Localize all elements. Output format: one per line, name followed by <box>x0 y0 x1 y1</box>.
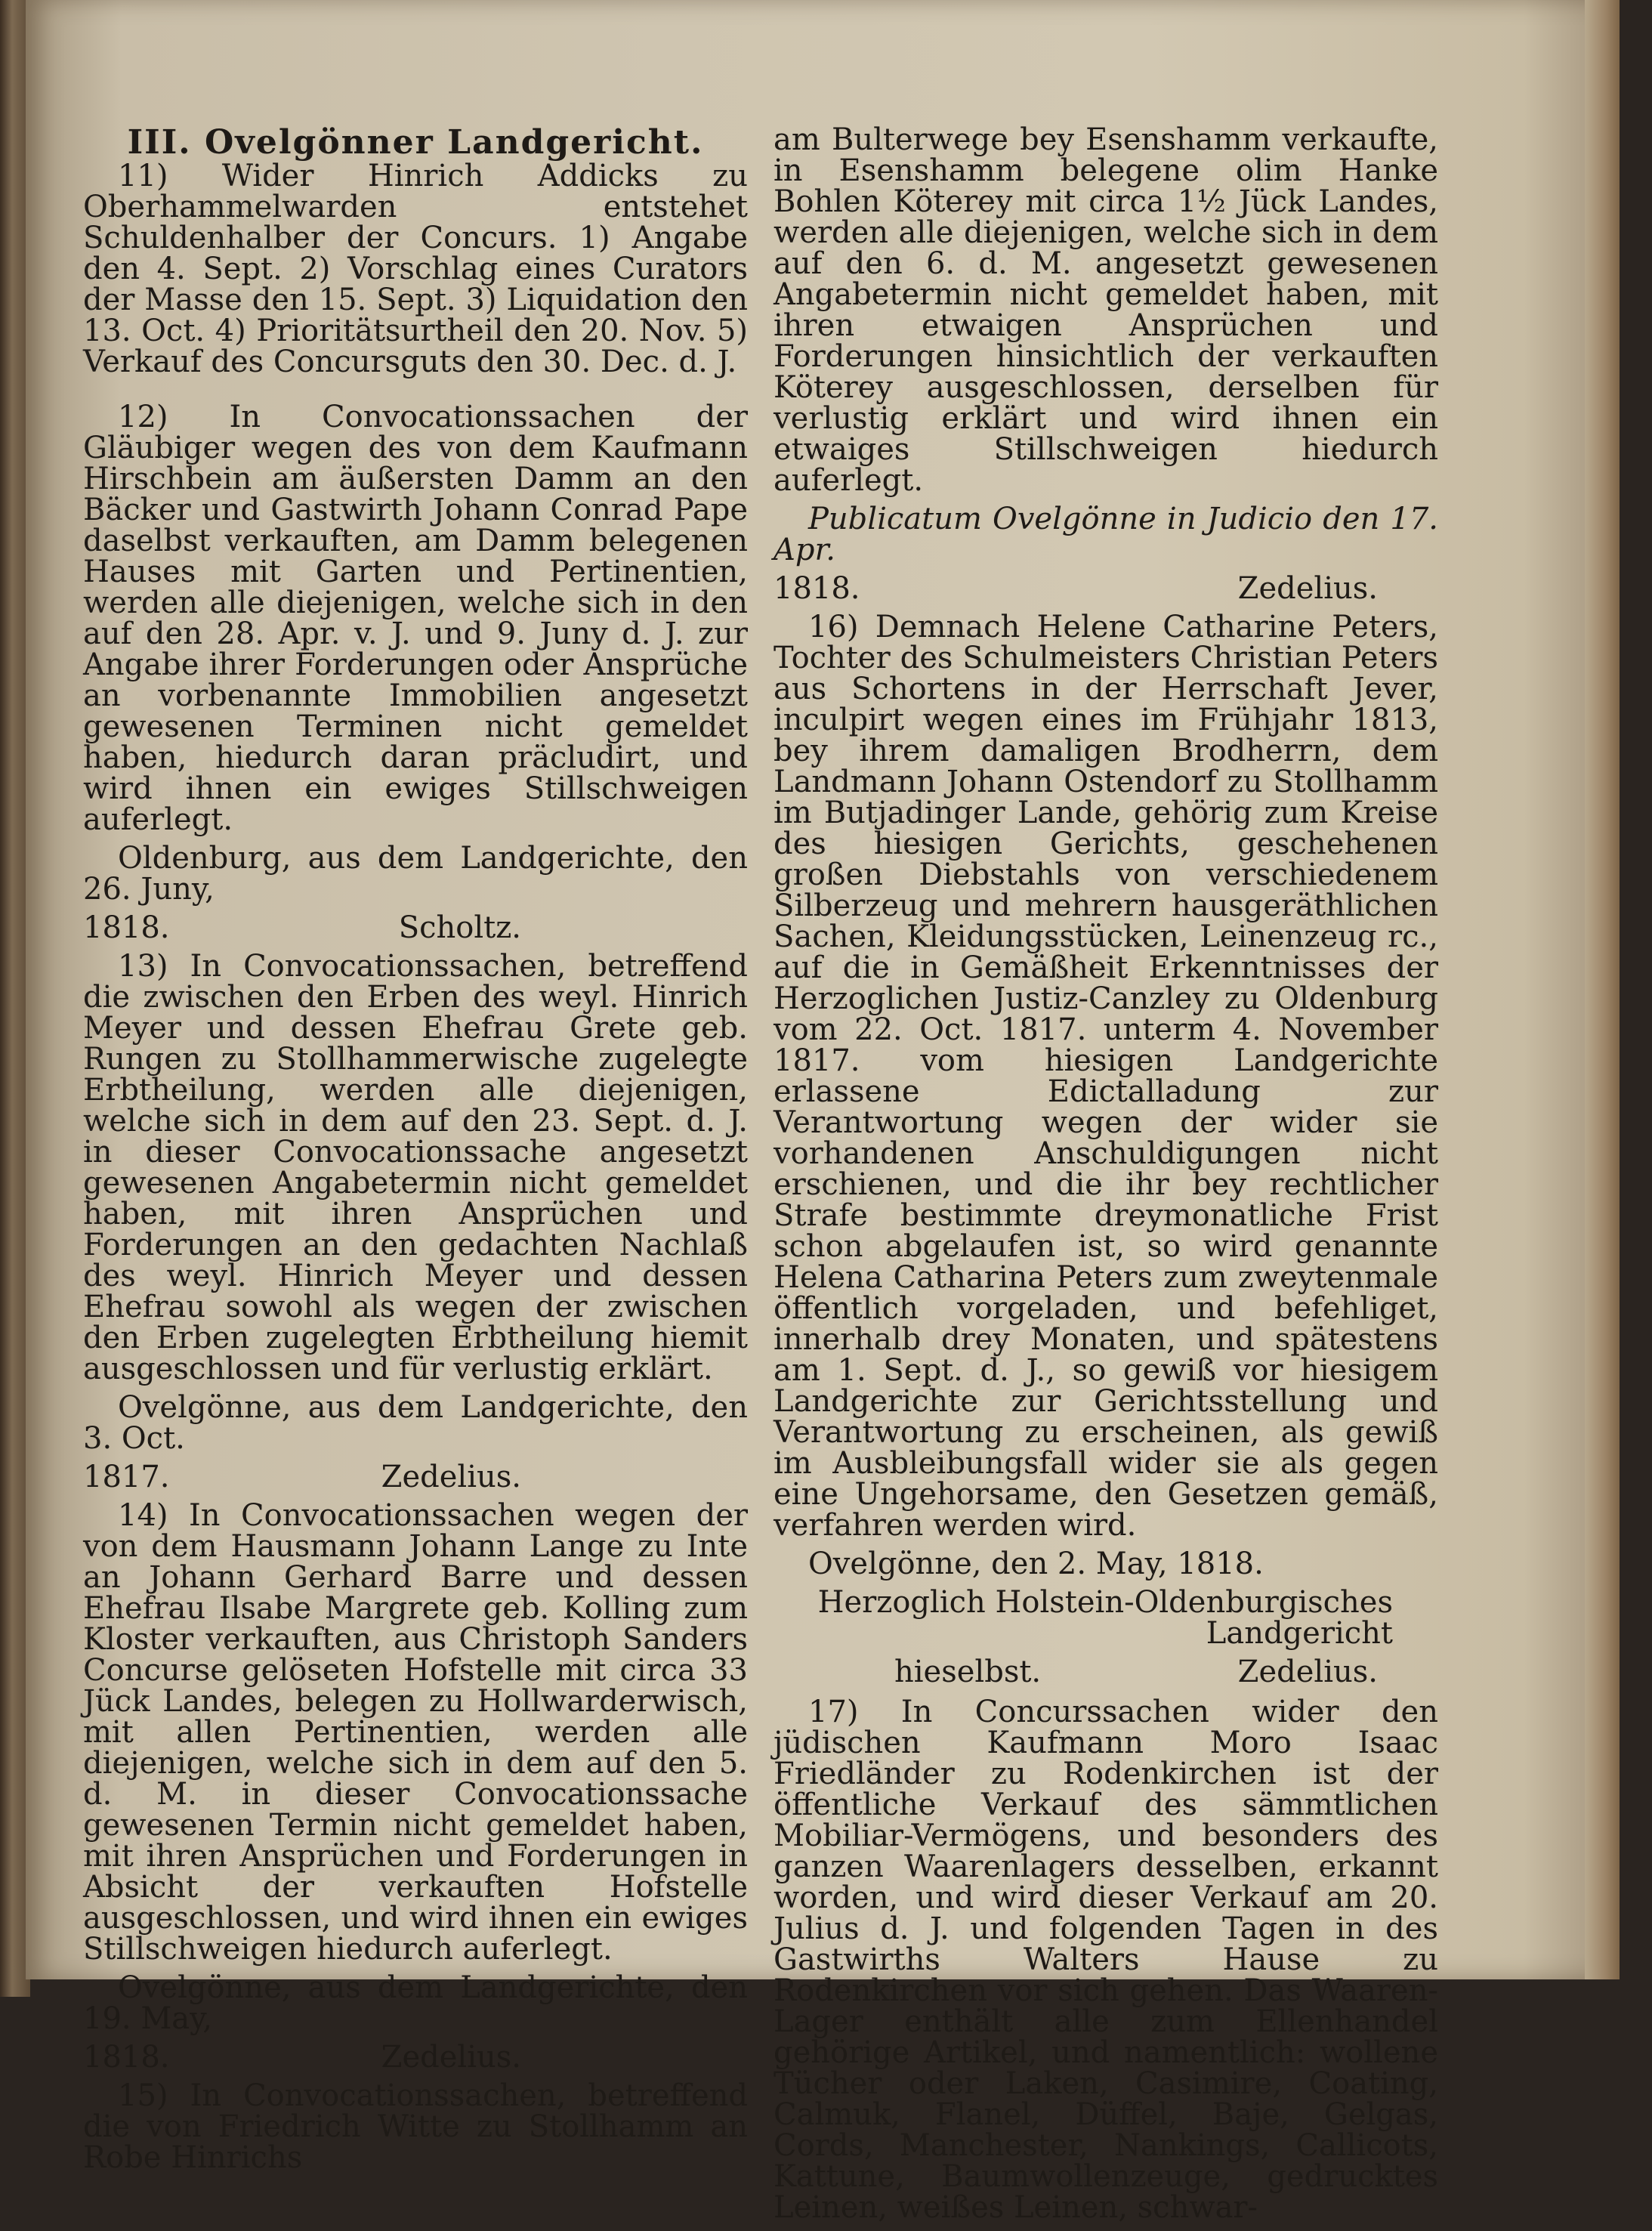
entry-15-continued: am Bulterwege bey Esenshamm verkaufte, in Esenshamm belegene olim Hanke Bohlen Köterey mit circa 1½ Jück Landes, werden alle diejenigen, welche sich in dem auf den 6. d. M. angesetzt gewesenen Angabetermin nicht gemeldet haben, mit ihren etwaigen Ansprüchen und Forderungen hinsichtlich der verkauften Köterey ausgeschlossen, derselben für verlustig erklärt und wird ihnen ein etwaiges Stillschweigen hiedurch auferlegt. <box>774 122 1438 498</box>
section-title: III. Ovelgönner Landgericht. <box>127 123 704 162</box>
left-column <box>83 123 748 2181</box>
entry-14-year: 1818. <box>83 2040 170 2075</box>
entry-12-place: Oldenburg, aus dem Landgerichte, den 26. Juny, <box>83 841 748 907</box>
entry-14-signature <box>83 2042 748 2073</box>
entry-16-place: Ovelgönne, den 2. May, 1818. <box>808 1547 1264 1581</box>
entry-13-signer: Zedelius. <box>381 1460 521 1494</box>
entry-16-signer: Zedelius. <box>1237 1655 1378 1689</box>
entry-13-year: 1817. <box>83 1460 170 1494</box>
entry-15-signer: Zedelius. <box>1237 571 1378 606</box>
right-column <box>774 122 1438 2231</box>
entry-15-signature <box>774 573 1438 604</box>
page-edge <box>1585 0 1620 1979</box>
entry-16-court: Herzoglich Holstein-Oldenburgisches Landgericht <box>817 1585 1393 1651</box>
entry-12-signer: Scholtz. <box>398 910 521 945</box>
entry-14-signer: Zedelius. <box>381 2040 521 2075</box>
entry-15: 15) In Convocationssachen, betreffend die von Friedrich Witte zu Stollhamm an Robe Hinrichs <box>83 2078 748 2175</box>
entry-14-place: Ovelgönne, aus dem Landgerichte, den 19. May, <box>83 1970 748 2036</box>
entry-16: 16) Demnach Helene Catharine Peters, Tochter des Schulmeisters Christian Peters aus Schortens in der Herrschaft Jever, inculpirt wegen eines im Frühjahr 1813, bey ihrem damaligen Brodherrn, dem Landmann Johann Ostendorf zu Stollhamm im Butjadinger Lande, gehörig zum Kreise des hiesigen Gerichts, geschehenen großen Diebstahls von verschiedenem Silberzeug und mehrern hausgeräthlichen Sachen, Kleidungsstücken, Leinenzeug rc., auf die in Gemäßheit Erkenntnisses der Herzoglichen Justiz-Canzley zu Oldenburg vom 22. Oct. 1817. unterm 4. November 1817. vom hiesigen Landgerichte erlassene Edictalladung zur Verantwortung wegen der wider sie vorhandenen Anschuldigungen nicht erschienen, und die ihr bey rechtlicher Strafe bestimmte dreymonatliche Frist schon abgelaufen ist, so wird genannte Helena Catharina Peters zum zweytenmale öffentlich vorgeladen, und befehliget, innerhalb drey Monaten, und spätestens am 1. Sept. d. J., so gewiß vor hiesigem Landgerichte zur Gerichtsstellung und Verantwortung zu erscheinen, als gewiß im Ausbleibungsfall wider sie als gegen eine Ungehorsame, den Gesetzen gemäß, verfahren werden wird. <box>774 610 1438 1543</box>
entry-13-signature <box>83 1462 748 1493</box>
entry-16-court-location: hieselbst. <box>894 1655 1042 1689</box>
entry-12: 12) In Convocationssachen der Gläubiger wegen des von dem Kaufmann Hirschbein am äußersten Damm an den Bäcker und Gastwirth Johann Conrad Pape daselbst verkauften, am Damm belegenen Hauses mit Garten und Pertinentien, werden alle diejenigen, welche sich in den auf den 28. Apr. v. J. und 9. Juny d. J. zur Angabe ihrer Forderungen oder Ansprüche an vorbenannte Immobilien angesetzt gewesenen Terminen nicht gemeldet haben, hiedurch daran präcludirt, und wird ihnen ein ewiges Stillschweigen auferlegt. <box>83 400 748 837</box>
entry-13-place: Ovelgönne, aus dem Landgerichte, den 3. Oct. <box>83 1390 748 1456</box>
entry-13: 13) In Convocationssachen, betreffend die zwischen den Erben des weyl. Hinrich Meyer und dessen Ehefrau Grete geb. Rungen zu Stollhammerwische zugelegte Erbtheilung, werden alle diejenigen, welche sich in dem auf den 23. Sept. d. J. in dieser Convocationssache angesetzt gewesenen Angabetermin nicht gemeldet haben, mit ihren Ansprüchen und Forderungen an den gedachten Nachlaß des weyl. Hinrich Meyer und dessen Ehefrau sowohl als wegen der zwischen den Erben zugelegten Erbtheilung hiemit ausgeschlossen und für verlustig erklärt. <box>83 949 748 1386</box>
entry-12-signature <box>83 910 748 945</box>
entry-17: 17) In Concurssachen wider den jüdischen Kaufmann Moro Isaac Friedländer zu Rodenkirchen ist der öffentliche Verkauf des sämmtlichen Mobiliar-Vermögens, und besonders des ganzen Waarenlagers desselben, erkannt worden, und wird dieser Verkauf am 20. Julius d. J. und folgenden Tagen in des Gastwirths Walters Hause zu Rodenkirchen vor sich gehen. Das Waaren-Lager enthält alle zum Ellenhandel gehörige Artikel, und namentlich: wollene Tücher oder Laken, Casimire, Coating, Calmuk, Flanel, Düffel, Baje, Gelgas, Cords, Manchester, Nankings, Callicots, Kattune, Baumwollenzeuge, gedrucktes Leinen, weißes Leinen, schwar- <box>774 1695 1438 2225</box>
entry-11: 11) Wider Hinrich Addicks zu Oberhammelwarden entstehet Schuldenhalber der Concurs. 1) Angabe den 4. Sept. 2) Vorschlag eines Curators der Masse den 15. Sept. 3) Liquidation den 13. Oct. 4) Prioritätsurtheil den 20. Nov. 5) Verkauf des Concursguts den 30. Dec. d. J. <box>83 159 748 379</box>
entry-15-place: Publicatum Ovelgönne in Judicio den 17. Apr. <box>774 502 1438 567</box>
entry-14: 14) In Convocationssachen wegen der von dem Hausmann Johann Lange zu Inte an Johann Gerhard Barre und dessen Ehefrau Ilsabe Margrete geb. Kolling zum Kloster verkauften, aus Christoph Sanders Concurse gelöseten Hofstelle mit circa 33 Jück Landes, belegen zu Hollwarderwisch, mit allen Pertinentien, werden alle diejenigen, welche sich in dem auf den 5. d. M. in dieser Convocationssache gewesenen Termin nicht gemeldet haben, mit ihren Ansprüchen und Forderungen in Absicht der verkauften Hofstelle ausgeschlossen, und wird ihnen ein ewiges Stillschweigen hiedurch auferlegt. <box>83 1498 748 1967</box>
entry-16-signature <box>774 1657 1438 1688</box>
entry-15-year: 1818. <box>774 571 860 606</box>
entry-12-year: 1818. <box>83 910 170 945</box>
